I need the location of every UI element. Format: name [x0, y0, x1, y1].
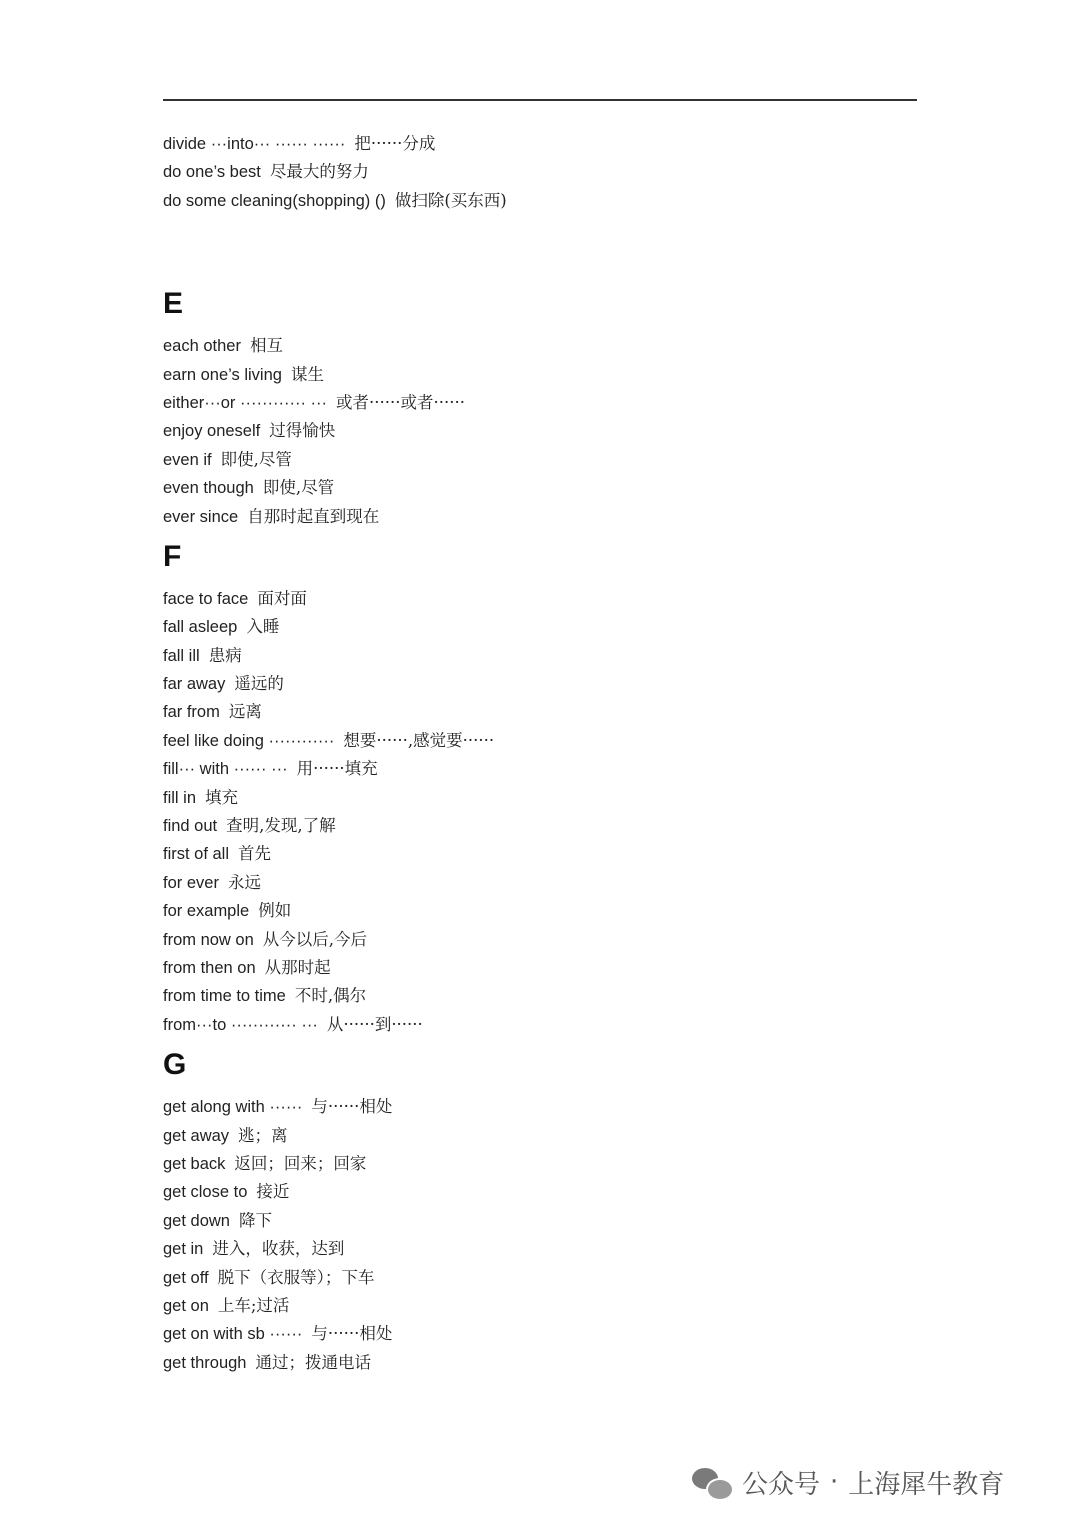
- entry: [163, 585, 923, 613]
- entry-english: for example: [163, 902, 250, 921]
- entry: [163, 670, 923, 698]
- entry: [163, 1320, 923, 1348]
- section-letter: E: [163, 287, 184, 321]
- entry: [163, 1207, 923, 1235]
- entry-chinese: 永远: [227, 872, 261, 892]
- entry-english: divide ···into··· ······ ······: [163, 135, 346, 153]
- entry-english: enjoy oneself: [163, 422, 261, 441]
- entry: [163, 1122, 923, 1150]
- entry-chinese: 远离: [228, 702, 262, 722]
- entry: [163, 446, 923, 474]
- entry: [163, 389, 923, 417]
- watermark-label: 公众号: [742, 1469, 821, 1500]
- entry-english: get back: [163, 1154, 226, 1173]
- watermark-separator: ·: [830, 1467, 839, 1497]
- entry-chinese: 尽最大的努力: [269, 162, 369, 182]
- entry-chinese: 自那时起直到现在: [247, 506, 380, 526]
- entry-english: far from: [163, 703, 220, 722]
- entry: [163, 755, 923, 783]
- entry: [163, 1264, 923, 1292]
- entry-chinese: 从今以后,今后: [262, 929, 368, 949]
- entry-english: find out: [163, 817, 218, 836]
- section-letter: F: [163, 539, 182, 573]
- entry-chinese: 过得愉快: [269, 421, 336, 441]
- entry-english: far away: [163, 675, 226, 694]
- entry-chinese: 逃；离: [238, 1125, 288, 1145]
- entry: [163, 1150, 923, 1178]
- entry-english: get on: [163, 1296, 209, 1315]
- entry: [163, 869, 923, 897]
- entry-english: from···to ············ ···: [163, 1015, 318, 1034]
- top-entries: [163, 130, 923, 215]
- entry-english: fill··· with ······ ···: [163, 760, 288, 779]
- section-e: [163, 284, 923, 531]
- entry-chinese: 查明,发现,了解: [226, 816, 336, 836]
- entry-english: fall ill: [163, 646, 200, 665]
- entry-chinese: 用······填充: [296, 759, 378, 779]
- entry-english: ever since: [163, 507, 239, 526]
- top-rule: [163, 99, 917, 101]
- entry: [163, 1235, 923, 1263]
- entry-chinese: 返回；回来；回家: [234, 1153, 367, 1173]
- entry-chinese: 上车;过活: [217, 1295, 290, 1315]
- entry-english: get through: [163, 1353, 247, 1372]
- entry: [163, 1349, 923, 1377]
- entry-chinese: 患病: [208, 645, 242, 665]
- entry: [163, 474, 923, 502]
- entry: [163, 613, 923, 641]
- entry-english: get along with ······: [163, 1098, 303, 1117]
- entry: [163, 332, 923, 360]
- entry-english: for ever: [163, 873, 219, 892]
- entry-chinese: 通过；拨通电话: [255, 1352, 371, 1372]
- entry-english: either···or ············ ···: [163, 393, 328, 412]
- entry-chinese: 接近: [256, 1182, 290, 1202]
- entry-english: fill in: [163, 788, 197, 807]
- entry: [163, 417, 923, 445]
- section-g: [163, 1045, 923, 1377]
- entry: [163, 158, 923, 186]
- entry-english: get close to: [163, 1183, 248, 1202]
- entry-chinese: 做扫除(买东西): [394, 190, 507, 210]
- entry: [163, 130, 923, 158]
- section-letter: G: [163, 1048, 187, 1082]
- entry-english: do one’s best: [163, 163, 261, 182]
- entry-english: get down: [163, 1211, 230, 1230]
- entry-english: fall asleep: [163, 618, 238, 637]
- entry-chinese: 即使,尽管: [220, 449, 292, 469]
- wechat-icon: [690, 1464, 734, 1500]
- entry-chinese: 遥远的: [234, 674, 284, 694]
- entry-chinese: 面对面: [257, 588, 307, 608]
- entry-chinese: 降下: [238, 1210, 272, 1230]
- entry: [163, 926, 923, 954]
- entry-english: even if: [163, 450, 212, 469]
- entry-english: from now on: [163, 930, 254, 949]
- entry-chinese: 进入，收获，达到: [212, 1239, 345, 1259]
- entry: [163, 1178, 923, 1206]
- entry-chinese: 不时,偶尔: [294, 986, 367, 1006]
- entry-english: get in: [163, 1240, 204, 1259]
- entry-chinese: 填充: [205, 787, 239, 807]
- entry-chinese: 从······到······: [326, 1014, 423, 1034]
- entry-english: first of all: [163, 845, 230, 864]
- entry: [163, 982, 923, 1010]
- entry-chinese: 即使,尽管: [262, 478, 335, 498]
- entry-english: get on with sb ······: [163, 1325, 303, 1344]
- entry-chinese: 脱下（衣服等）；下车: [217, 1267, 375, 1287]
- entry-english: even though: [163, 479, 254, 498]
- entry: [163, 812, 923, 840]
- entry: [163, 187, 923, 215]
- entry-chinese: 与······相处: [311, 1097, 393, 1117]
- entry-chinese: 想要······,感觉要······: [343, 730, 495, 750]
- entry: [163, 897, 923, 925]
- entry-chinese: 与······相处: [311, 1324, 393, 1344]
- entry-chinese: 谋生: [290, 364, 324, 384]
- entry-english: from time to time: [163, 987, 286, 1006]
- wechat-watermark: [690, 1462, 1004, 1502]
- entry-english: face to face: [163, 589, 249, 608]
- entry-english: do some cleaning(shopping) (): [163, 191, 386, 210]
- entry-english: each other: [163, 337, 241, 356]
- entry-english: get off: [163, 1268, 209, 1287]
- entry-chinese: 从那时起: [264, 957, 331, 977]
- entry: [163, 642, 923, 670]
- entry: [163, 361, 923, 389]
- entry-chinese: 例如: [258, 901, 292, 921]
- entry: [163, 840, 923, 868]
- entry-chinese: 把······分成: [354, 134, 436, 153]
- entry-english: feel like doing ············: [163, 731, 335, 750]
- document-body: [163, 130, 923, 1377]
- entry-english: earn one’s living: [163, 365, 282, 384]
- entry: [163, 954, 923, 982]
- entry: [163, 503, 923, 531]
- entry-chinese: 首先: [238, 844, 272, 864]
- entry-chinese: 相互: [249, 336, 283, 356]
- entry-english: from then on: [163, 958, 256, 977]
- entry-chinese: 或者······或者······: [336, 392, 465, 412]
- entry: [163, 784, 923, 812]
- section-f: [163, 537, 923, 1039]
- entry: [163, 1292, 923, 1320]
- entry: [163, 727, 923, 755]
- entry-english: get away: [163, 1126, 230, 1145]
- watermark-account: 上海犀牛教育: [848, 1469, 1005, 1500]
- entry: [163, 1011, 923, 1039]
- entry-chinese: 入睡: [246, 617, 280, 637]
- entry: [163, 1093, 923, 1121]
- entry: [163, 698, 923, 726]
